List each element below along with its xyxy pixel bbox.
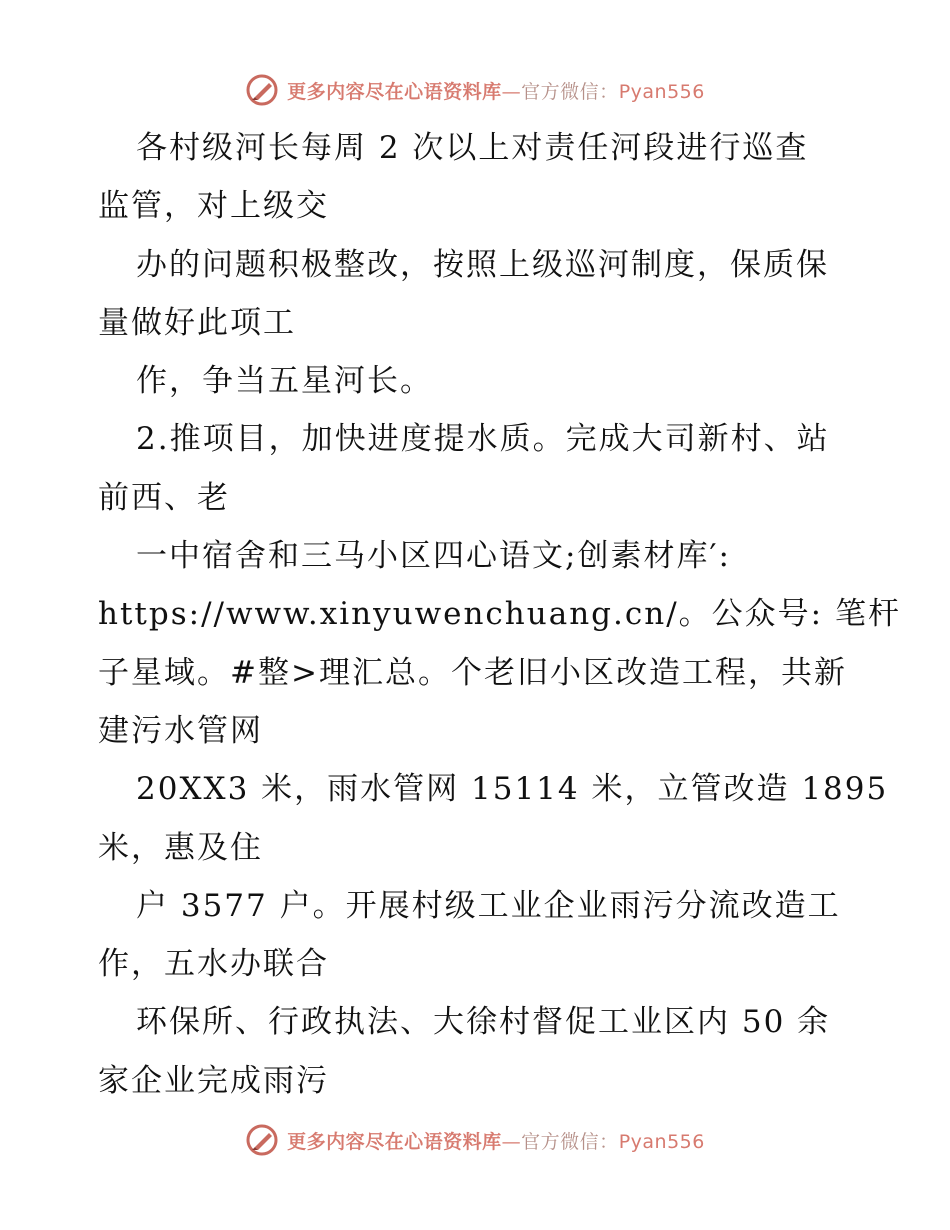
paragraph-line: 作，五水办联合	[98, 946, 329, 983]
banner-text	[287, 1127, 705, 1154]
banner-brand: 更多内容尽在心语资料库	[287, 80, 502, 103]
header-banner	[0, 70, 950, 110]
paragraph-line: 子星域。#整>理汇总。个老旧小区改造工程，共新	[98, 654, 847, 691]
paragraph-line: 作，争当五星河长。	[136, 363, 433, 400]
document-body	[98, 119, 901, 1110]
brand-logo-icon	[245, 73, 279, 107]
paragraph-line: 环保所、行政执法、大徐村督促工业区内 50 余	[136, 1004, 831, 1041]
paragraph-line: 米，惠及住	[98, 829, 263, 866]
paragraph-line: 监管，对上级交	[98, 188, 329, 225]
paragraph-line: 量做好此项工	[98, 304, 296, 341]
paragraph-line: 前西、老	[98, 479, 230, 516]
banner-dash: —	[501, 80, 522, 103]
banner-text	[287, 77, 705, 104]
paragraph-line: 2.推项目，加快进度提水质。完成大司新村、站	[136, 421, 830, 458]
banner-wechat-label: 官方微信：	[521, 80, 619, 103]
paragraph-line: 20XX3 米，雨水管网 15114 米，立管改造 1895	[136, 771, 889, 808]
banner-wechat-id: Pyan556	[618, 1130, 705, 1153]
footer-banner	[0, 1120, 950, 1160]
banner-wechat-label: 官方微信：	[521, 1130, 619, 1153]
paragraph-line: 一中宿舍和三马小区四心语文;创素材库′:	[136, 538, 731, 575]
paragraph-line: https://www.xinyuwenchuang.cn/。公众号: 笔杆	[98, 596, 901, 633]
paragraph-line: 各村级河长每周 2 次以上对责任河段进行巡查	[136, 130, 809, 166]
banner-wechat-id: Pyan556	[618, 80, 705, 103]
paragraph-line: 建污水管网	[98, 712, 263, 749]
banner-brand: 更多内容尽在心语资料库	[287, 1130, 502, 1153]
paragraph-line: 办的问题积极整改，按照上级巡河制度，保质保	[136, 246, 829, 283]
paragraph-line: 家企业完成雨污	[98, 1062, 329, 1099]
brand-logo-icon	[245, 1123, 279, 1157]
paragraph-line: 户 3577 户。开展村级工业企业雨污分流改造工	[136, 887, 841, 924]
banner-dash: —	[501, 1130, 522, 1153]
